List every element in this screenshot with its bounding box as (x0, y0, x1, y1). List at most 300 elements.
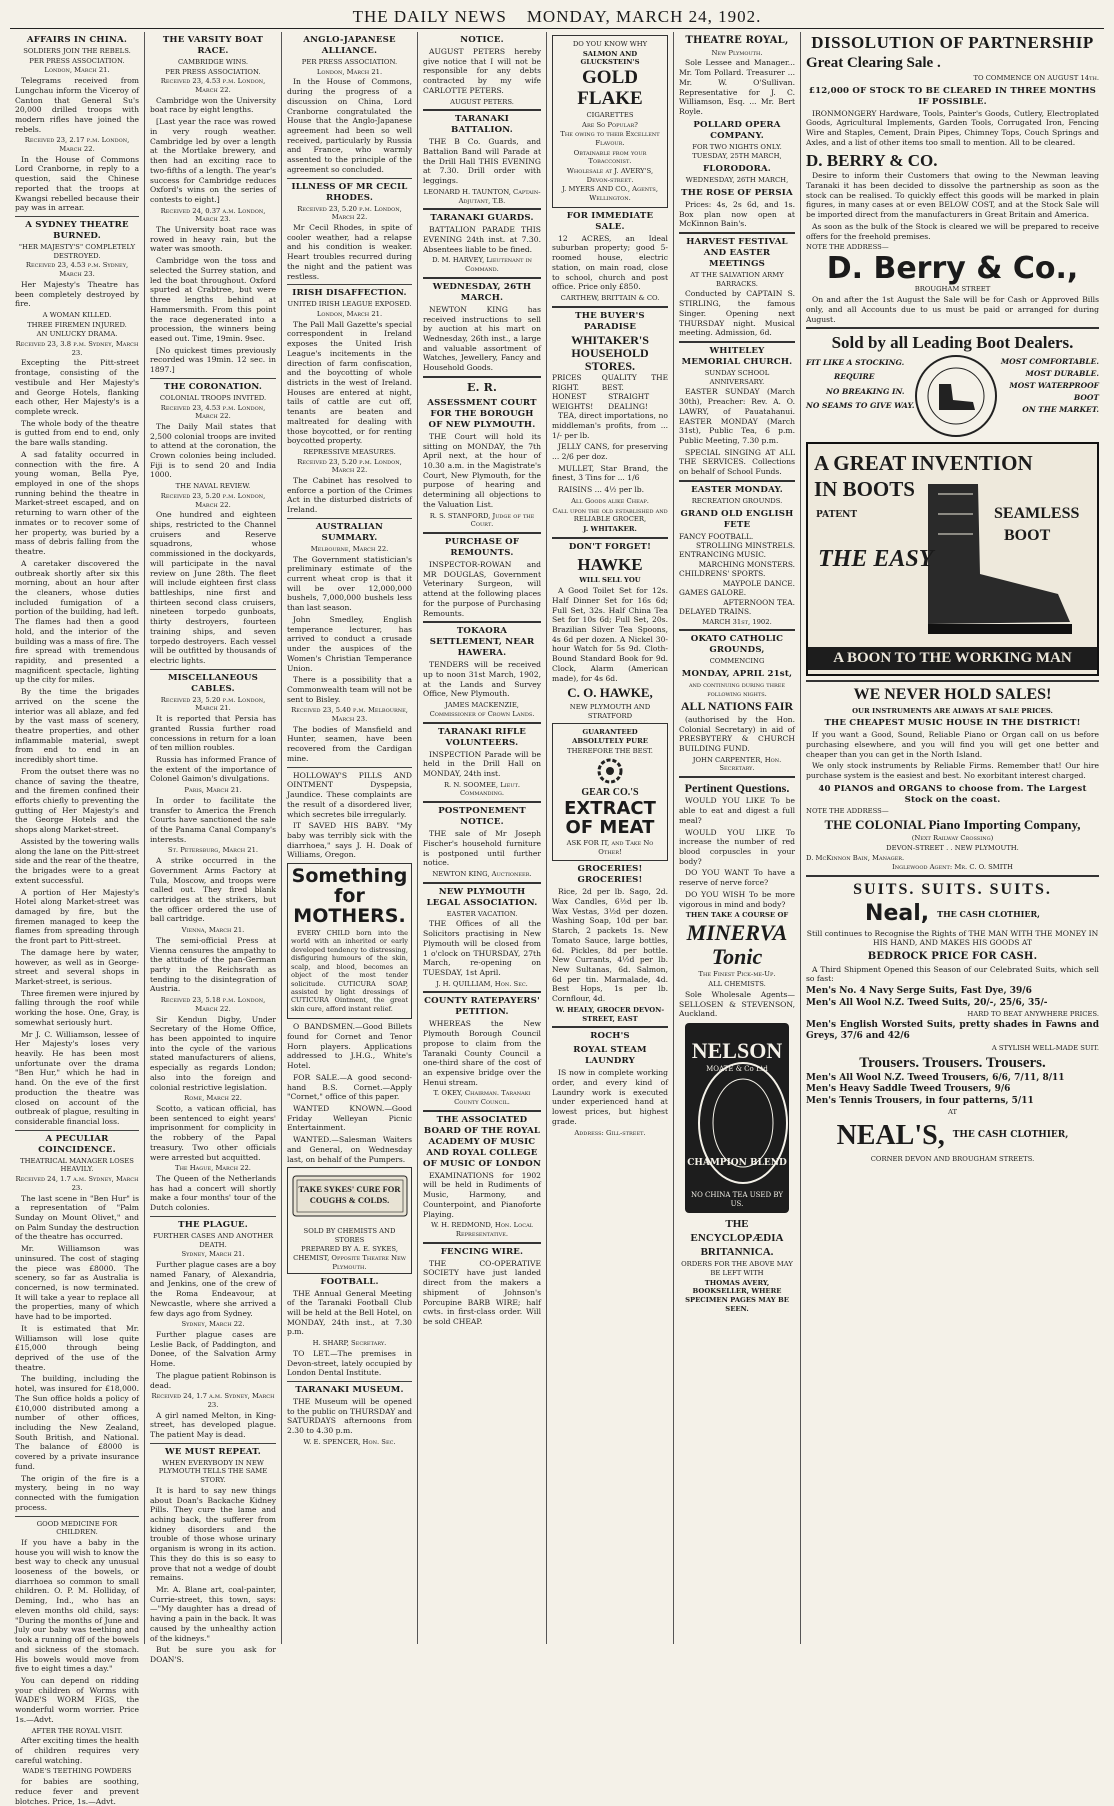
article-heading: AFTER THE ROYAL VISIT. (31, 1726, 123, 1735)
fete-date: MARCH 31st, 1902. (702, 617, 772, 626)
gold-flake-line: The owing to their Excellent Flavour. (560, 130, 660, 147)
paragraph: Her Majesty's Theatre has been completely destroyed by fire. (15, 279, 139, 309)
divider (679, 629, 795, 631)
dateline: Sydney, March 22. (181, 1320, 245, 1329)
paragraph: You can depend on ridding your children of Worms with WADE'S WORM FIGS, the wonderful worm worrier. Price 1s.—Advt. (15, 1675, 139, 1724)
divider (150, 1443, 276, 1444)
article-heading: FOOTBALL. (320, 1276, 379, 1287)
advert-text: ORDERS FOR THE ABOVE MAY BE LEFT WITH (681, 1260, 793, 1277)
paragraph: The building, including the hotel, was insured for £18,000. The Sun office holds a policy of £10,000 distributed among a number of other offices, including the New Zealand, South British, and National. The balance of £8000 is covered by a private insurance fund. (15, 1374, 139, 1471)
paragraph: The semi-official Press at Vienna censures the ampathy to the attitude of the pan-German party in the Reichsrath as tending to the disintegration of Austria. (150, 935, 276, 994)
notice-text: THE B Co. Guards, and Battalion Band will Parade at the Drill Hall THIS EVENING at 7.30. Drill order with leggings. (423, 137, 541, 186)
classified-ad: WANTED.—Salesman Waiters and General, on Wednesday last, on behalf of the Pumpers. (287, 1135, 412, 1164)
theatre-prices: Prices: 4s, 2s 6d, and 1s. Box plan now open at McKinnon Bain's. (679, 199, 795, 229)
boot-headline-2: IN BOOTS (814, 477, 915, 502)
divider (287, 767, 412, 768)
slogan-row (552, 392, 668, 411)
advert-text: SPECIAL SINGING AT ALL THE SERVICES. Collections on behalf of School Funds. (679, 447, 795, 477)
cuticura-body: EVERY CHILD born into the world with an inherited or early developed tendency to distressing, disfiguring humours of the skin, scalp, and blood, becomes an object of the most tender solicitude. CUTICURA SOAP, assisted by light dressings of CUTICURA Ointment, the great skin cure, afford instant relief. (291, 928, 408, 1013)
gold-flake-maker: SALMON AND GLUCKSTEIN'S (580, 49, 640, 67)
piano-company: THE COLONIAL Piano Importing Company, (824, 816, 1081, 832)
press-credit: PER PRESS ASSOCIATION. (29, 56, 125, 65)
paragraph: The Pall Mall Gazette's special correspondent in Ireland exposes the United Irish League's incitements in the direction of farm confiscation, and the boycotting of whole districts in the west of Ireland. Houses are entered at night, tails of cattle are cut off, tenants are beaten and maltreated for dealing with those boycotted, or for renting boycotted property. (287, 319, 412, 446)
notice-text: BATTALION PARADE THIS EVENING 24th inst. at 7.30. Absentees liable to be fined. (423, 225, 541, 254)
paragraph: for babies are soothing, reduce fever and prevent blotches. Price, 1s.—Advt. (15, 1777, 139, 1806)
dateline: Received 23, 2.17 p.m. London, March 22. (24, 136, 130, 154)
hawke-title: HAWKE (577, 554, 643, 574)
piano-manager: D. McKinnon Bain, Manager. (806, 853, 905, 862)
paragraph: John Smedley, English temperance lecturer, has arrived to conduct a crusade under the auspices of the Women's Christian Temperance Union. (287, 614, 412, 673)
attraction: GAMES GALORE. (679, 588, 747, 598)
paragraph: The damage here by water, however, as well as in George-street and several shops in Market-street, is serious. (15, 947, 139, 986)
dateline: Received 23, 4.53 p.m. London, March 22. (160, 403, 266, 421)
attraction: FANCY FOOTBALL. (679, 531, 754, 541)
show-date: WEDNESDAY, 26TH MARCH, (685, 176, 789, 185)
boot-dealers-heading: Sold by all Leading Boot Dealers. (831, 333, 1074, 353)
divider (423, 1242, 541, 1244)
advert-subheading: SUNDAY SCHOOL ANNIVERSARY. (704, 368, 770, 386)
gear-icon (592, 756, 628, 786)
divider (423, 722, 541, 724)
fair-duration: and continuing during three following nights. (688, 681, 786, 698)
dateline: Received 24, 0.37 a.m. London, March 23. (160, 206, 266, 224)
nelson-tea-advert (685, 1023, 789, 1213)
signature: THOMAS AVERY, BOOKSELLER, WHERE SPECIMEN PAGES MAY BE SEEN. (685, 1278, 789, 1313)
divider (423, 376, 541, 378)
article-subheading: SOLDIERS JOIN THE REBELS. (23, 47, 131, 55)
article-heading: IRISH DISAFFECTION. (292, 288, 407, 299)
paragraph: The Queen of the Netherlands has had a concert will shortly make a four months' tour of the Dutch colonies. (150, 1173, 276, 1213)
article-heading: ILLNESS OF MR CECIL RHODES. (291, 181, 408, 203)
piano-agent: Inglewood Agent: Mr. C. O. SMITH (892, 863, 1013, 872)
paragraph: The Cabinet has resolved to enforce a portion of the Crimes Act in the disturbed districts of Ireland. (287, 476, 412, 515)
divider (679, 341, 795, 343)
neal-text: Still continues to Recognise the Rights of THE MAN WITH THE MONEY IN HIS HAND, AND MAKES HIS GOODS AT (806, 928, 1099, 948)
signature: Address: Gill-street. (574, 1128, 646, 1137)
boot-easy: THE EASY (818, 546, 934, 573)
divider (287, 178, 412, 179)
notice-text: EXAMINATIONS for 1902 will be held in Rudiments of Music, Harmony, and Counterpoint, and Pianoforte Playing. (423, 1170, 541, 1219)
feature: ON THE MARKET. (1022, 405, 1099, 415)
signature: J. WHITAKER. (583, 524, 637, 533)
paragraph: The origin of the fire is a mystery, being in no way connected with the fumigation process. (15, 1473, 139, 1512)
suit-note: A STYLISH WELL-MADE SUIT. (991, 1043, 1099, 1052)
paragraph: Cambridge won the toss and selected the Surrey station, and led the boat throughout. Oxford spurted at Crabtree, but were three lengths behind at Hammersmith. From this point the race degenerated into a procession, the winners being eased out. Time, 19min. 9sec. (150, 256, 276, 343)
paragraph: A sad fatality occurred in connection with the fire. A young woman, Bella Pye, employed in one of the shops running behind the theatre in Market-street escaped, and on returning to warn other of the inmates or to recover some of her property, was buried by a mass of debris falling from the theatre. (15, 449, 139, 557)
sykes-headline: TAKE SYKES' CURE FOR COUGHS & COLDS. (298, 1184, 401, 1206)
notice-heading: TARANAKI BATTALION. (451, 114, 513, 136)
paragraph: Further plague cases are Leslie Back, of Paddington, and Donee, of the Salvation Army Home. (150, 1329, 276, 1369)
signature: AUGUST PETERS. (450, 97, 514, 106)
price-line: JELLY CANS, for preserving ... 2/6 per doz. (552, 442, 668, 462)
sykes-prepared-by: PREPARED BY A. E. SYKES, CHEMIST, Opposite Theatre New Plymouth. (293, 1245, 406, 1271)
minerva-title: MINERVA Tonic (686, 920, 788, 970)
notice-text: NEWTON KING has received instructions to sell by auction at his mart on Wednesday, 26th inst., a large and valuable assortment of Watches, Jewellery, Fancy and Household Goods. (423, 304, 541, 373)
boot-slogan: A BOON TO THE WORKING MAN (808, 647, 1097, 670)
paragraph: Telegrams received from Lungchau inform the Viceroy of Canton that General Su's 20,000 drilled troops with modern rifles have joined the rebels. (15, 76, 139, 134)
paragraph: Three firemen were injured by falling through the roof while working the hose. One, Gray, is somewhat seriously hurt. (15, 988, 139, 1027)
nelson-brand: NELSON (691, 1037, 783, 1063)
question: DO YOU WANT To have a reserve of nerve force? (679, 868, 795, 888)
attraction: CHILDRENS' SPORTS. (679, 569, 766, 579)
signature: H. SHARP, Secretary. (312, 1339, 387, 1348)
paragraph: Russia has informed France of the extent of the importance of Colonel Gaimon's divulgations. (150, 755, 276, 784)
attraction-row (679, 532, 795, 541)
dateline: Paris, March 21. (184, 786, 242, 795)
attraction: MARCHING MONSTERS. (698, 559, 795, 569)
neal-text: A Third Shipment Opened this Season of our Celebrated Suits, which sell so fast: (806, 964, 1099, 984)
paragraph: TO LET.—The premises in Devon-street, lately occupied by London Dental Institute. (287, 1348, 412, 1378)
paragraph: If you have a baby in the house you will wish to know the best way to check any unusual looseness of the bowels, or diarrhoea so common to small children. O. P. M. Holliday, of Deming, Ind., who has an eleven months old child, says: "During the months of June and July our baby was teething and took a running off of the bowels and sickness of the stomach. His bowels would move from five to eight times a day." (15, 1537, 139, 1674)
paragraph: In order to facilitate the transfer to America the French Courts have sanctioned the sale of the Panama Canal Company's interests. (150, 795, 276, 844)
notice-text: THE Offices of all the Solicitors practising in New Plymouth will be closed from 1 o'clock on THURSDAY, 27th March, re-opening on TUESDAY, 1st April. (423, 919, 541, 977)
suits-heading: SUITS. SUITS. SUITS. (853, 880, 1052, 898)
price-line: RAISINS ... 4½ per lb. (558, 485, 645, 495)
divider (15, 1516, 139, 1517)
dateline: Received 23, 5.20 p.m. London, March 22. (160, 491, 266, 509)
neals-banner (806, 1118, 1099, 1154)
paragraph: A girl named Melton, in King-street, has developed plague. The patient May is dead. (150, 1410, 276, 1440)
signature: NEWTON KING, Auctioneer. (432, 869, 532, 878)
notice-heading: NEW PLYMOUTH LEGAL ASSOCIATION. (426, 886, 538, 908)
masthead (10, 6, 1104, 29)
signature: W. HEALY, GROCER DEVON-STREET, EAST (555, 1005, 665, 1023)
extract-title: EXTRACT OF MEAT (564, 798, 656, 839)
address-note: NOTE THE ADDRESS— (806, 243, 889, 252)
paragraph: THE Annual General Meeting of the Taranaki Football Club will be held at the Bell Hotel, on MONDAY, 24th inst., at 7.30 p.m. (287, 1288, 412, 1337)
divider (150, 669, 276, 670)
column-7 (801, 32, 1104, 1644)
slogan: STRAIGHT DEALING! (608, 392, 650, 411)
question: WOULD YOU LIKE To increase the number of red blood corpuscles in your body? (679, 827, 795, 866)
fair-date: MONDAY, APRIL 21st, (681, 669, 793, 680)
meat-extract-advert (552, 723, 668, 861)
price-line: MULLET, Star Brand, the finest, 3 Tins for ... 1/6 (552, 463, 668, 483)
dateline: Melbourne, March 22. (310, 544, 389, 553)
whitaker-title: WHITAKER'S HOUSEHOLD STORES. (571, 332, 649, 374)
paragraph: There is a possibility that a Commonwealth team will not be sent to Bisley. (287, 675, 412, 704)
paragraph: Excepting the Pitt-street frontage, consisting of the vestibule and Her Majesty's and George Hotels, flanking each other, Her Majesty's is a complete wreck. (15, 358, 139, 416)
notice-heading: FENCING WIRE. (440, 1246, 524, 1257)
feature: MOST COMFORTABLE. (1000, 357, 1099, 367)
divider (150, 378, 276, 379)
article-subheading: WHEN EVERYBODY IN NEW PLYMOUTH TELLS THE SAME STORY. (158, 1458, 268, 1485)
signature: CARTHEW, BRITTAIN & CO. (560, 294, 660, 303)
feature: BOOT (1073, 393, 1099, 403)
attraction: AFTERNOON TEA. (723, 597, 795, 607)
dateline: Received 23, 5.20 p.m. London, March 22. (297, 457, 402, 475)
signature: R. S. STANFORD, Judge of the Court. (429, 511, 535, 529)
article-heading: A PECULIAR COINCIDENCE. (38, 1133, 116, 1155)
paragraph: It is estimated that Mr. Williamson will lose quite £15,000 through being deprived of the use of the theatre. (15, 1323, 139, 1372)
advert-text: EASTER SUNDAY (March 30th), Preacher: Rev. A. O. LAWRY, of Pauatahanui. EASTER MONDAY (March 31st), Public Tea, 6 p.m. Public Meeting, 7.30 p.m. (679, 387, 795, 445)
column-4 (418, 32, 547, 1644)
paragraph: Assisted by the towering walls along the lane on the Pitt-street side and the rear of the theatre, the brigades were to a great extent successful. (15, 836, 139, 885)
article-subheading: THE NAVAL REVIEW. (175, 482, 251, 491)
price-line: TEA, direct importations, no middleman's profits, from ... 1/- per lb. (552, 411, 668, 440)
dateline: The Hague, March 22. (175, 1164, 251, 1173)
classified-ad: O BANDSMEN.—Good Billets found for Cornet and Tenor Horn players. Applications addressed to J.H.G., White's Hotel. (287, 1022, 412, 1071)
gold-flake-line: Wholesale at J. AVERY'S, Devon-street. (566, 166, 654, 184)
article-heading: AFFAIRS IN CHINA. (26, 35, 128, 45)
dateline: Received 23, 5.20 p.m. London, March 22. (297, 204, 402, 222)
signature: J. H. QUILLIAM, Hon. Sec. (436, 979, 528, 988)
trouser-price: Men's Heavy Saddle Tweed Trousers, 9/6 (806, 1084, 1011, 1095)
boot-patent: PATENT (816, 510, 858, 521)
paragraph: Mr. A. Blane art, coal-painter, Currie-street, this town, says:—"My daughter has a dread of having a pain in the back. It was caused by the unhealthy action of the kidneys." (150, 1585, 276, 1643)
dateline: Received 23, 5.40 p.m. Melbourne, March 23. (291, 706, 408, 724)
price-list: A Good Toilet Set for 12s. Half Dinner Set for 16s 6d; Full Set, 32s. Half China Tea Set for 10s 6d; Full Set, 20s. Brazilian Silver Tea Spoons, 4s 6d per dozen. A Nickel 30-hour Watch for 5s 9d. Cloth-Bound Standard Book for 9d. Clock, Alarm (American made), for 4s 6d. (552, 586, 668, 683)
notice-text: INSPECTOR-ROWAN and MR DOUGLAS, Government Veterinary Surgeon, will attend at the following places for the purpose of Purchasing Remounts. (423, 560, 541, 618)
article-subheading: "HER MAJESTY'S" COMPLETELY DESTROYED. (18, 243, 136, 260)
show-title: THE ROSE OF PERSIA (681, 187, 793, 198)
divider (287, 1381, 412, 1382)
notice-heading: NOTICE. (460, 35, 504, 45)
theatre-staff: Sole Lessee and Manager... Mr. Tom Pollard. Treasurer ... Mr. W. O'Sullivan. Representative for J. C. Williamson, Esq. ... Mr. Bert Royle. (679, 58, 795, 117)
notice-heading: ASSESSMENT COURT FOR THE BOROUGH OF NEW PLYMOUTH. (427, 397, 537, 430)
dateline: London, March 21. (316, 67, 383, 76)
article-heading: THE VARSITY BOAT RACE. (162, 35, 264, 56)
notice-text: AUGUST PETERS hereby give notice that I will not be responsible for any debts contracted by my wife CARLOTTE PETERS. (423, 47, 541, 95)
paragraph: Mr. Williamson was uninsured. The cost of staging the piece was £8000. The scenery, so far as Australia is concerned, is now terminated. It will take a year to replace all the properties, many of which have had to be imported. (15, 1244, 139, 1322)
divider (423, 882, 541, 884)
press-credit: PER PRESS ASSOCIATION. (301, 58, 398, 66)
divider (423, 532, 541, 534)
issue-date: MONDAY, MARCH 24, 1902. (526, 7, 762, 26)
divider (552, 537, 668, 539)
column-1 (10, 32, 145, 1806)
address-note: NOTE THE ADDRESS— (806, 806, 889, 815)
stock-list: IRONMONGERY Hardware, Tools, Painter's Goods, Cutlery, Electroplated Goods, Agricultural Implements, Garden Tools, Corrugated Iron, Fencing Wire and Staples, Cement, Drain Pipes, Chimney Tops, Couch Springs and Axles, and a list of other items too small to mention. All to be cleared. (806, 108, 1099, 147)
gold-flake-agent: J. MYERS AND CO., Agents, Wellington. (561, 185, 659, 203)
music-heading: WE NEVER HOLD SALES! (853, 686, 1052, 704)
feature: MOST DURABLE. (1025, 369, 1099, 379)
divider (679, 232, 795, 234)
gold-flake-line: CIGARETTES (586, 110, 634, 119)
paragraph: The bodies of Mansfield and Hunter, seamen, have been recovered from the Cardigan mine. (287, 724, 412, 763)
paragraph: It is hard to say new things about Doan's Backache Kidney Pills. They cure the lame and aching back, the sufferer from kidney disorders and the trouble of those whose urinary organism is wrong in its action. This they do this is so easy to prove that not a wedge of doubt remains. (150, 1485, 276, 1583)
divider (423, 109, 541, 111)
dateline: Received 23, 3.8 p.m. Sydney, March 23. (15, 340, 139, 357)
slogan-row (552, 373, 668, 392)
notice-text: THE Court will hold its sitting on MONDAY, the 7th April next, at the hour of 10.30 a.m. in the Magistrate's Court, New Plymouth, for the purpose of hearing and determining all objections to the Valuation List. (423, 431, 541, 509)
signature: R. N. SOOMEE, Lieut. Commanding. (443, 780, 521, 798)
at-word: AT (947, 1108, 958, 1117)
neals-sub: THE CASH CLOTHIER, (952, 1130, 1069, 1141)
theatre-place: New Plymouth. (711, 48, 763, 57)
article-heading: MISCELLANEOUS CABLES. (167, 672, 259, 694)
paragraph: Mr J. C. Williamson, lessee of Her Majesty's loses very heavily. He has been most unfortunate over the drama "Ben Hur," which he had in hand. On the eve of the first production the theatre was closed on account of the outbreak of plague, resulting in considerable financial loss. (15, 1029, 139, 1127)
paragraph: A strike occurred in the Government Arms Factory at Tula, Moscow, and troops were called out. They fired blank cartridges at the strikers, but the officer ordered the use of ball cartridge. (150, 856, 276, 924)
suit-price: Men's All Wool N.Z. Tweed Suits, 20/-, 25/6, 35/- (806, 997, 1048, 1008)
advert-subheading: AT THE SALVATION ARMY BARRACKS. (690, 271, 784, 288)
article-heading: THE CORONATION. (163, 381, 263, 392)
divider (287, 284, 412, 285)
paragraph: But be sure you ask for DOAN'S. (150, 1645, 276, 1665)
advert-subheading: COMMENCING (709, 657, 765, 666)
paragraph: From the outset there was no chance of saving the theatre, and the firemen confined their efforts chiefly to preventing the gutting of Her Majesty's and the George Hotels and the shops along Market-street. (15, 766, 139, 835)
article-heading: A SYDNEY THEATRE BURNED. (25, 220, 129, 242)
hawke-sub: WILL SELL YOU (579, 576, 641, 585)
paragraph: It is reported that Persia has granted Russia further road concessions in return for a loan of ten million roubles. (150, 714, 276, 753)
paragraph: Scotto, a vatican official, has been sentenced to eight years' imprisonment for complicity in the robbery of the Papal treasury. Two other officials were arrested but acquitted. (150, 1103, 276, 1162)
nelson-maker: MOATE & Co Ltd (706, 1064, 768, 1073)
extract-brand: GEAR CO.'S (581, 787, 639, 799)
boot-seamless: SEAMLESS (994, 505, 1080, 523)
divider (423, 277, 541, 279)
attraction-row (679, 550, 795, 559)
newspaper-title: THE DAILY NEWS (352, 7, 507, 26)
column-5 (547, 32, 674, 1644)
minerva-sub: The Finest Pick-me-Up. (698, 970, 776, 979)
neal-banner (806, 900, 1099, 928)
sykes-cough-advert (287, 1167, 412, 1273)
berry-logo: D. Berry & Co., (826, 250, 1079, 286)
divider (423, 208, 541, 210)
advert-heading: THE ENCYCLOPÆDIA BRITANNICA. (690, 1217, 784, 1259)
opera-company: POLLARD OPERA COMPANY. (693, 119, 781, 141)
advert-text: IS now in complete working order, and every kind of Laundry work is executed under experienced hand at lowest prices, but highest grade. (552, 1068, 668, 1126)
berry-terms: On and after the 1st August the Sale will be for Cash or Approved Bills only, and all Accounts due to us must be paid or arranged for during August. (806, 295, 1099, 324)
signature: D. M. HARVEY, Lieutenant in Command. (432, 256, 532, 274)
press-credit: PER PRESS ASSOCIATION. (165, 67, 261, 76)
notice-text: TENDERS will be received up to noon 31st March, 1902, at the Lands and Survey Office, New Plymouth. (423, 660, 541, 699)
divider (552, 306, 668, 308)
price-list: Rice, 2d per lb. Sago, 2d. Wax Candles, 6½d per lb. Wax Vestas, 3½d per dozen. Washing Soap, 10d per bar. Starch, 2 packets 1s. New Tomato Sauce, large bottles, 6d. Pickles, 8d per bottle. New Currants, 4½d per lb. New Sultanas, 6d. Salmon, 6d per tin. Marmalade, 4d. Best Hops, 1s per lb. Cornflour, 4d. (552, 887, 668, 1004)
piano-stock: 40 PIANOS and ORGANS to choose from. The Largest Stock on the coast. (818, 783, 1087, 805)
neals-name: NEAL'S, (836, 1120, 945, 1152)
paragraph: One hundred and eighteen ships, restricted to the Channel cruisers and Reserve squadrons, whose commissioned in the dockyards, will participate in the naval review on June 28th. The fleet will include eighteen first class battleships, nine first and thirteen second class cruisers, nineteen torpedo gunboats, thirty destroyers, fourteen training ships, and seven torpedo destroyers. Each vessel will be outfitted by thousands of electric lights. (150, 510, 276, 666)
dateline: Received 24, 1.7 a.m. Sydney, March 23. (15, 1175, 139, 1192)
advert-paragraph: HOLLOWAY'S PILLS AND OINTMENT Dyspepsia, Jaundice. These complaints are the result of a disordered liver, which secretes bile irregularly. (287, 770, 412, 819)
article-subheading: A WOMAN KILLED. (42, 310, 112, 319)
advert-heading: FOR IMMEDIATE SALE. (566, 210, 654, 232)
divider (150, 1216, 276, 1217)
question: WOULD YOU LIKE To be able to eat and digest a full meal? (679, 796, 795, 825)
extract-guarantee: GUARANTEED ABSOLUTELY PURE (572, 728, 648, 745)
advert-heading: HARVEST FESTIVAL AND EASTER MEETINGS (686, 237, 788, 270)
advert-heading: ROCH'S (590, 1031, 630, 1042)
attraction: STROLLING MINSTRELS. (695, 540, 795, 550)
notice-heading: POSTPONEMENT NOTICE. (438, 806, 526, 828)
boot-features-left (806, 356, 914, 413)
hawke-place: NEW PLYMOUTH AND STRATFORD (569, 702, 651, 720)
advert-paragraph: IT SAVED HIS BABY. "My baby was terribly sick with the diarrhoea," says J. H. Doak of Williams, Oregon. (287, 821, 412, 860)
extract-sub: THEREFORE THE BEST. (567, 746, 653, 755)
sykes-sold-by: SOLD BY CHEMISTS AND STORES (303, 1227, 396, 1244)
dateline: London, March 21. (44, 66, 110, 75)
divider (15, 216, 139, 217)
nelson-blend: CHAMPION BLEND (687, 1157, 787, 1168)
dateline: Received 23, 4.53 p.m. Sydney, March 23. (25, 261, 129, 279)
boot-features (806, 354, 1099, 438)
article-heading: AUSTRALIAN SUMMARY. (315, 521, 384, 543)
paragraph: Cambridge won the University boat race by eight lengths. (150, 95, 276, 115)
paragraph: Sir Kendun Digby, Under Secretary of the Home Office, has been appointed to inquire into the cycle of the various stated manufacturers of aliens, especially as regards London; also into the foreign and colonial restrictive legislation. (150, 1014, 276, 1092)
paragraph: By the time the brigades arrived on the scene the interior was all ablaze, and fed by the vast mass of scenery, theatre properties, and other inflammable material, swept from end to end in an incredibly short time. (15, 687, 139, 765)
paragraph: A caretaker discovered the outbreak shortly after six this morning, about an hour after the cleaners, whose duties included fumigation of a portion of the building, had left. The flames had then a good hold, and the interior of the building was a mass of fire. The fire spread with tremendous rapidity, and presented a magnificent spectacle, lighting up the city for miles. (15, 558, 139, 685)
boot-features-right (1001, 356, 1099, 416)
advert-heading: DON'T FORGET! (568, 541, 652, 552)
gold-flake-teaser: DO YOU KNOW WHY (572, 40, 648, 48)
divider (423, 621, 541, 623)
attraction-row (679, 579, 795, 588)
notice-text: INSPECTION Parade will be held in the Drill Hall on MONDAY, 24th inst. (423, 749, 541, 779)
hawke-signature: C. O. HAWKE, (567, 685, 653, 701)
advert-heading: THE BUYER'S PARADISE (575, 310, 645, 332)
seamless-boot-advert (806, 442, 1099, 676)
fair-title: ALL NATIONS FAIR (680, 699, 794, 714)
divider (423, 991, 541, 993)
advert-heading: WHITELEY MEMORIAL CHURCH. (681, 345, 793, 367)
berry-address: BROUGHAM STREET (914, 285, 991, 294)
notice-text: THE sale of Mr Joseph Fischer's household furniture is postponed until further notice. (423, 829, 541, 868)
feature: NO SEAMS TO GIVE WAY. (806, 400, 915, 410)
classified-ad: WANTED KNOWN.—Good Friday Welleyan Picnic Entertainment. (287, 1104, 412, 1133)
attraction-row (679, 569, 795, 578)
signature: LEONARD H. TAUNTON, Captain-Adjutant, T.B. (423, 187, 541, 205)
divider (552, 1026, 668, 1028)
suit-note: HARD TO BEAT ANYWHERE PRICES. (967, 1010, 1099, 1019)
advert-heading: EASTER MONDAY. (691, 484, 783, 495)
attraction-row (679, 560, 795, 569)
music-text: We only stock instruments by Reliable Firms. Remember that! Our hire purchase system is the easiest and best. No exorbitant interest charged. (806, 761, 1099, 781)
theatre-title: THEATRE ROYAL, (685, 35, 789, 46)
article-subheading: AN UNLUCKY DRAMA. (36, 330, 118, 339)
divider (423, 1110, 541, 1112)
advert-heading: GROCERIES! GROCERIES! (577, 864, 643, 886)
berry-text: Desire to inform their Customers that owing to the Newman leaving Taranaki it has been decided to dissolve the partnership as soon as the stock can be realised. To quickly effect this goods will be marked in plain figures, in many cases at or even BELOW COST, and at the Stock Sale will be imported direct from the manufacturers in Great Britain and America. (806, 171, 1099, 220)
article-heading: ANGLO-JAPANESE ALLIANCE. (303, 35, 396, 56)
paragraph: After exciting times the health of children requires very careful watching. (15, 1736, 139, 1765)
advert-line: Call upon the old established and RELIABLE GROCER, (552, 506, 668, 524)
music-tagline: THE CHEAPEST MUSIC HOUSE IN THE DISTRICT! (824, 718, 1081, 729)
column-3 (282, 32, 418, 1644)
attraction-row (679, 588, 795, 597)
neals-address: CORNER DEVON AND BROUGHAM STREETS. (870, 1154, 1035, 1163)
signature: W. H. REDMOND, Hon. Local Representative. (431, 1221, 533, 1239)
paragraph: The plague patient Robinson is dead. (150, 1370, 276, 1390)
divider (287, 518, 412, 519)
paragraph: The whole body of the theatre is gutted from end to end, only the bare walls standing. (15, 418, 139, 448)
paragraph: THE Museum will be opened to the public on THURSDAY and SATURDAYS afternoons from 2.30 to 4.30 p.m. (287, 1396, 412, 1436)
neal-name: Neal, (865, 901, 930, 927)
sale-start: TO COMMENCE ON AUGUST 14th. (973, 73, 1099, 82)
article-subheading: THREE FIREMEN INJURED. (27, 320, 127, 329)
advert-text: Conducted by CAPTAIN S. STIRLING, the famous Singer. Opening next THURSDAY night. Musical meeting. Admission, 6d. (679, 289, 795, 338)
gold-flake-line: Obtainable from your Tobacconist. (573, 148, 647, 166)
attraction: ENTRANCING MUSIC. (679, 550, 766, 560)
notice-text: THE CO-OPERATIVE SOCIETY have just landed direct from the makers a shipment of Johnson's Porcupine BARB WIRE; half cwts. in first-class order. Will be sold CHEAP. (423, 1258, 541, 1327)
question: THEN TAKE A COURSE OF (685, 911, 789, 920)
classified-ad: FOR SALE.—A good second-hand B.S. Cornet.—Apply "Cornet," office of this paper. (287, 1072, 412, 1102)
slogan: HONEST WEIGHTS! (552, 392, 594, 411)
feature: MOST WATERPROOF (1009, 381, 1099, 391)
paragraph: The Government statistician's preliminary estimate of the current wheat crop is that it will be over 12,000,000 bushels, 7,000,000 bushels less than last season. (287, 554, 412, 613)
berry-heading: D. BERRY & CO. (806, 150, 938, 170)
article-heading: WE MUST REPEAT. (165, 1446, 261, 1457)
attraction: DELAYED TRAINS. (679, 607, 752, 617)
article-subheading: UNITED IRISH LEAGUE EXPOSED. (287, 300, 412, 309)
slogan: PRICES RIGHT. (552, 373, 582, 392)
paragraph: In the House of Commons Lord Cranborne, in reply to a question, said the Chinese reported that the troops at Kwangsi rebelled because their pay was in arrear. (15, 154, 139, 213)
dateline: Received 23, 5.18 p.m. London, March 22. (160, 996, 266, 1013)
divider (806, 875, 1099, 877)
fete-title: GRAND OLD ENGLISH FETE (680, 508, 794, 530)
cuticura-advert (287, 863, 412, 1019)
paragraph: Further plague cases are a boy named Fanary, of Alexandria, and Jenkins, one of the crew of the Roma Endeavour, at Newcastle, where she arrived a few days ago from Sydney. (150, 1259, 276, 1318)
stock-value: £12,000 OF STOCK TO BE CLEARED IN THREE MONTHS IF POSSIBLE. (808, 85, 1097, 107)
